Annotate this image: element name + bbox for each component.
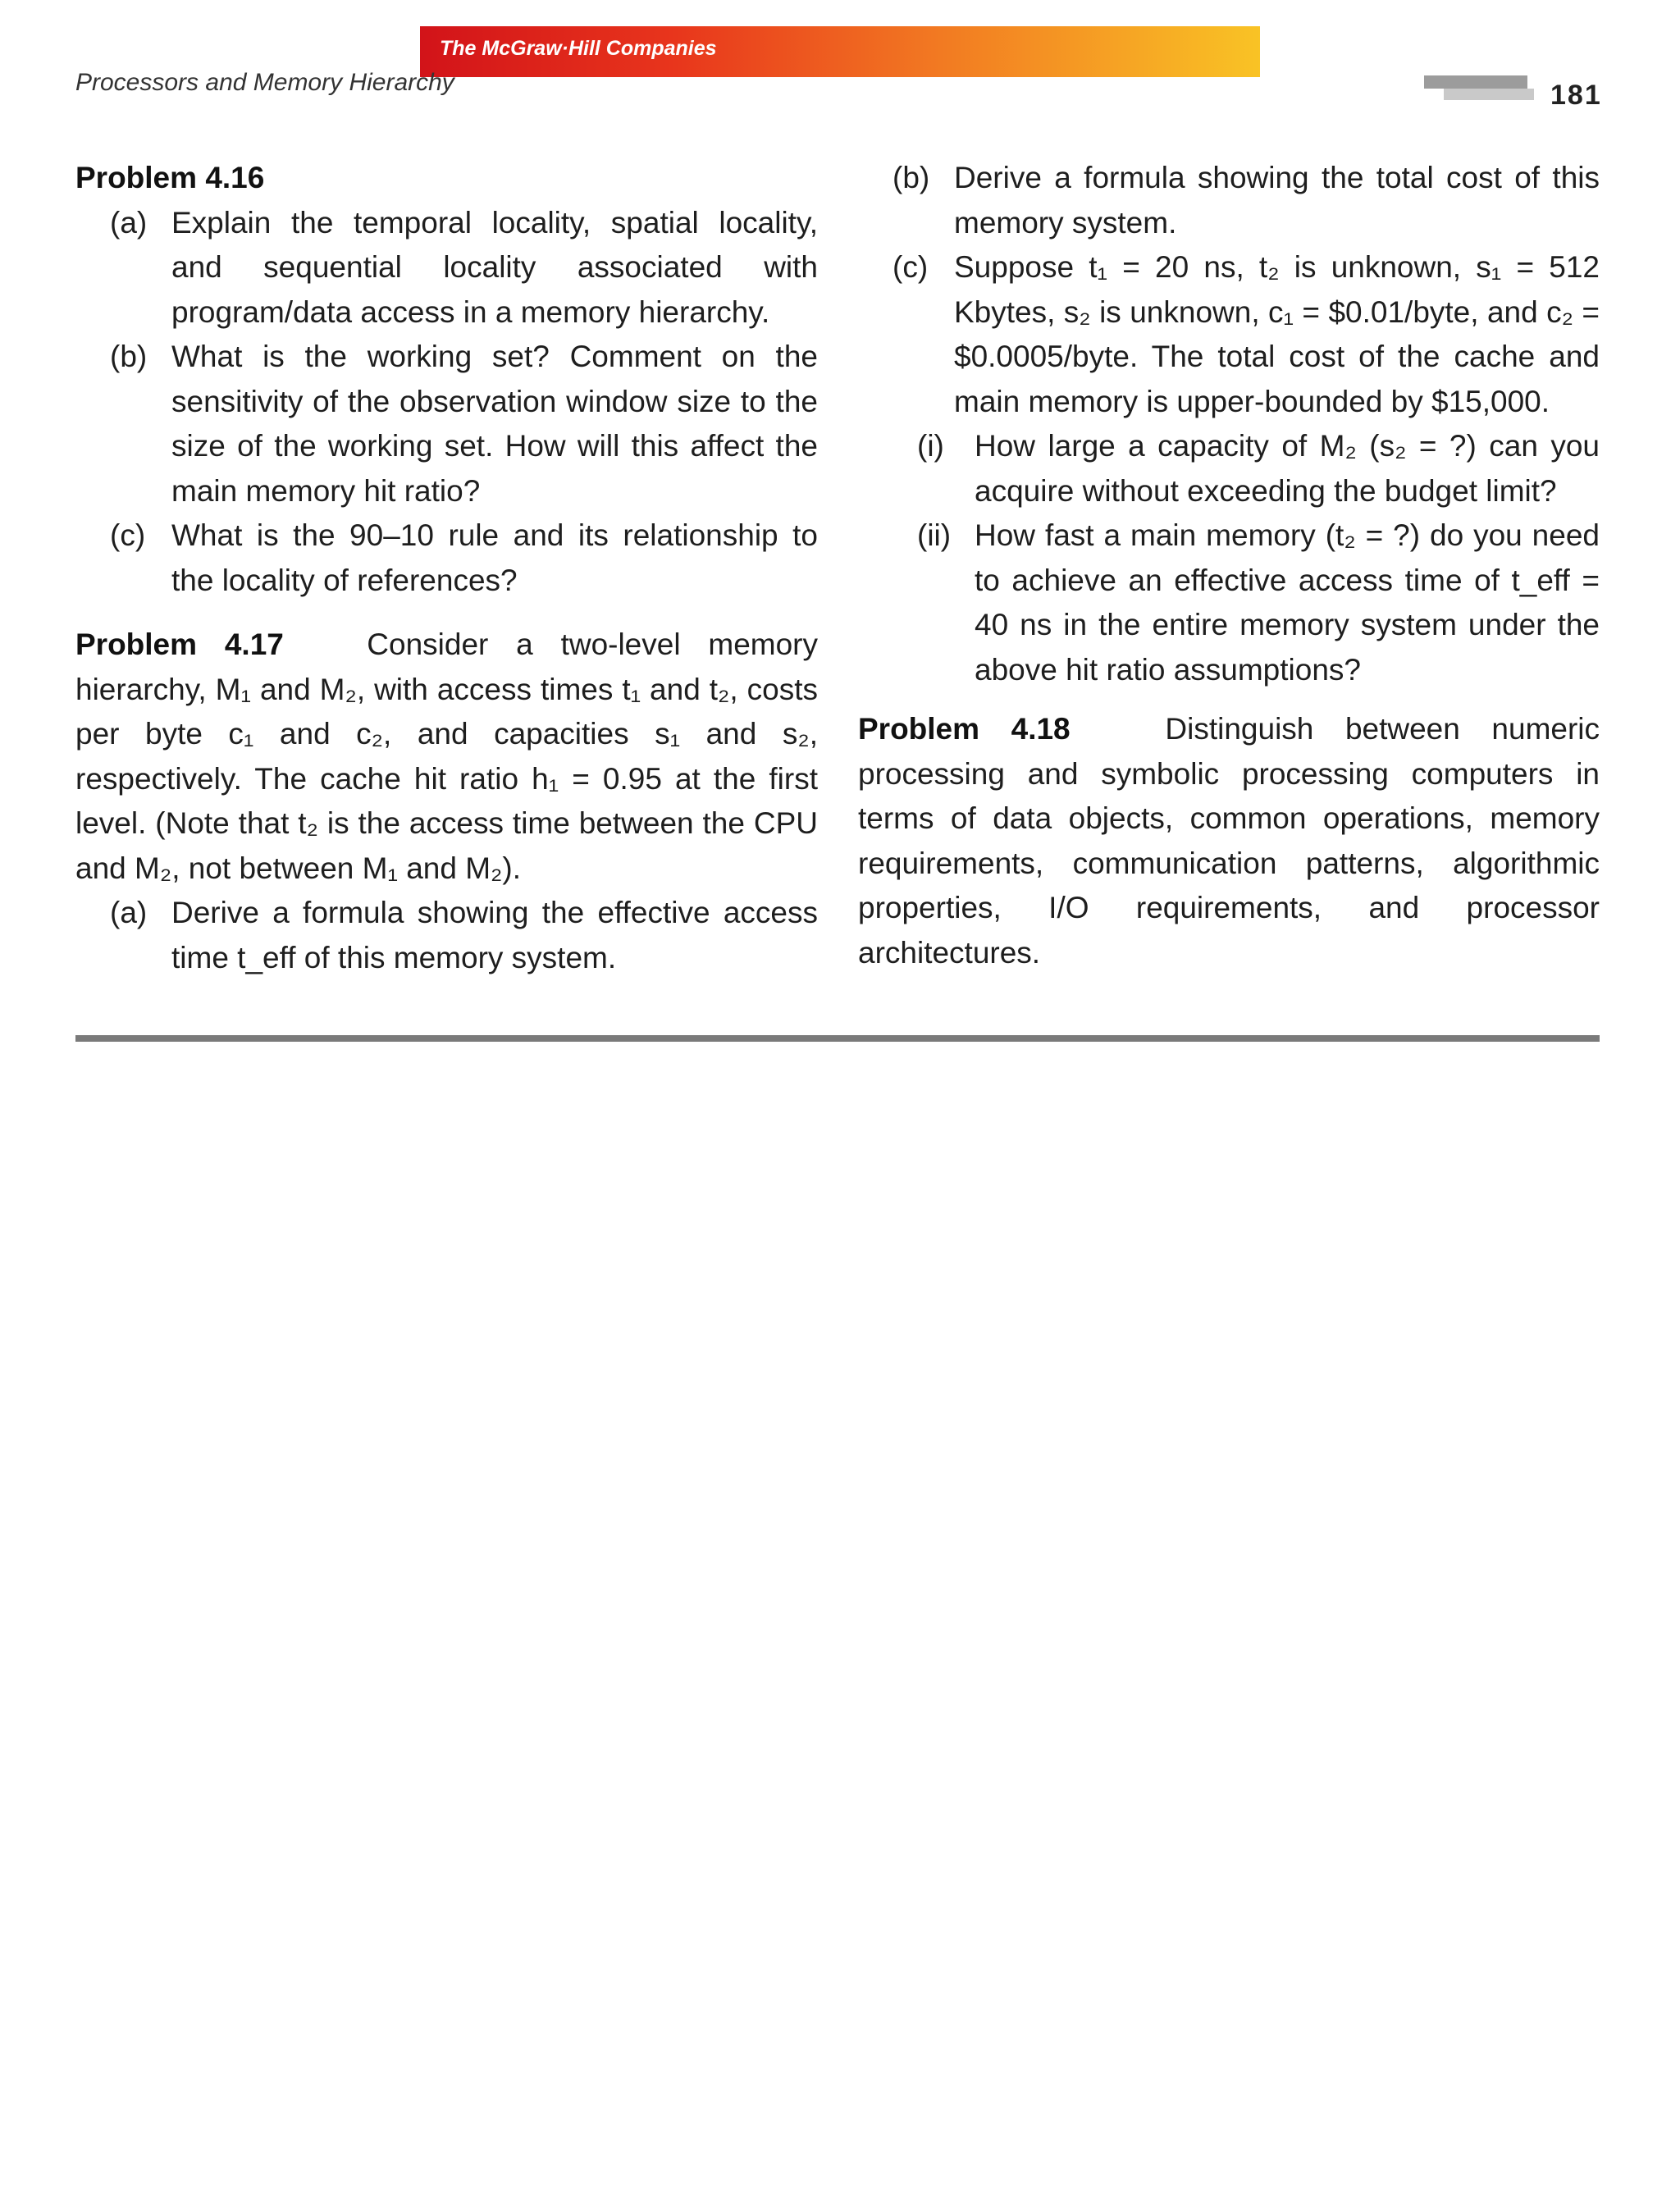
- part-text: Explain the temporal locality, spatial locality, and sequential locality associated with program/data access in a memory hierarchy.: [171, 205, 818, 329]
- problem-4-17-part-c-ii: [858, 513, 1600, 692]
- part-label: (b): [110, 340, 148, 373]
- part-label: (a): [110, 205, 148, 240]
- part-text: Derive a formula showing the total cost of this memory system.: [954, 161, 1600, 240]
- part-text: Derive a formula showing the effective access time t_eff of this memory system.: [171, 896, 818, 974]
- publisher-banner: [420, 26, 1260, 77]
- part-label: (a): [110, 896, 148, 929]
- part-text: Suppose t₁ = 20 ns, t₂ is unknown, s₁ = 512 Kbytes, s₂ is unknown, c₁ = $0.01/byte, and c₂ = $0.0005/byte. The total cost of the cache and main memory is upper-bounded by $15,000.: [954, 250, 1600, 418]
- running-head: Processors and Memory Hierarchy: [75, 69, 454, 96]
- spacer: [75, 603, 818, 623]
- problem-4-17-text: Consider a two-level memory hierarchy, M₁ and M₂, with access times t₁ and t₂, costs per byte c₁ and c₂, and capacities s₁ and s₂, respectively. The cache hit ratio h₁ = 0.95 at the first level. (Note that t₂ is the access time between the CPU and M₂, not between M₁ and M₂).: [75, 627, 818, 885]
- problem-4-17-part-c-i: [858, 424, 1600, 513]
- problem-4-17-part-a: [75, 891, 818, 980]
- part-label: (b): [892, 161, 930, 194]
- problem-4-17-part-b: [858, 156, 1600, 245]
- left-column: [75, 156, 818, 980]
- problem-4-18: [858, 707, 1600, 975]
- part-label: (c): [892, 250, 929, 284]
- problem-4-17-part-c: [858, 245, 1600, 424]
- problem-4-17-title: Problem 4.17: [75, 627, 284, 661]
- problem-4-17-intro: [75, 623, 818, 891]
- page-number: 181: [1550, 80, 1602, 111]
- subpart-label: (ii): [917, 518, 952, 552]
- right-column: [858, 156, 1600, 975]
- problem-4-18-title: Problem 4.18: [858, 712, 1071, 746]
- problem-4-18-text: Distinguish between numeric processing and symbolic processing computers in terms of data objects, common operations, memory requirements, communication patterns, algorithmic properties, I/O requirements, and processor architectures.: [858, 712, 1600, 970]
- subpart-label: (i): [917, 429, 944, 463]
- problem-4-16-part-a: [75, 201, 818, 335]
- publisher-logo-text: The McGraw·Hill Companies: [440, 37, 717, 60]
- part-text: What is the 90–10 rule and its relationship to the locality of references?: [171, 518, 818, 597]
- bottom-rule: [75, 1035, 1600, 1042]
- spacer: [858, 692, 1600, 707]
- part-text: What is the working set? Comment on the sensitivity of the observation window size to the size of the working set. How will this affect the main memory hit ratio?: [171, 340, 818, 508]
- page-tab-bar-shadow: [1444, 89, 1534, 100]
- subpart-text: How fast a main memory (t₂ = ?) do you need to achieve an effective access time of t_eff = 40 ns in the entire memory system under the above hit ratio assumptions?: [975, 518, 1600, 687]
- part-label: (c): [110, 518, 146, 552]
- page-tab-bar: [1424, 75, 1527, 89]
- problem-4-16-part-b: [75, 335, 818, 513]
- problem-4-16-part-c: [75, 513, 818, 603]
- problem-4-16-title: Problem 4.16: [75, 161, 265, 194]
- subpart-text: How large a capacity of M₂ (s₂ = ?) can you acquire without exceeding the budget limit?: [975, 429, 1600, 508]
